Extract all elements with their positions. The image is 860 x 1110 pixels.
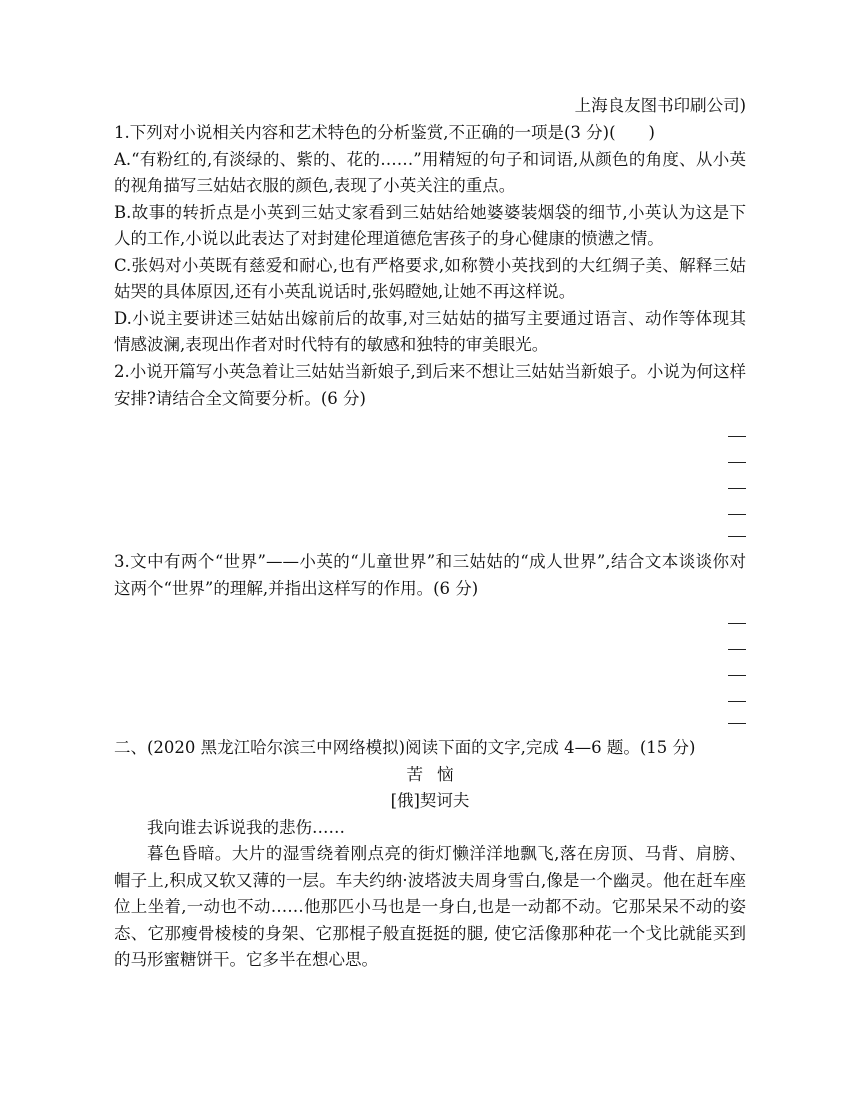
question-3 xyxy=(114,549,746,602)
answer-line xyxy=(114,657,746,683)
passage-title: 苦恼 xyxy=(406,764,468,784)
question-2-answer-lines xyxy=(114,418,746,537)
answer-line xyxy=(114,631,746,657)
section-2-heading: 二、(2020 黑龙江哈尔滨三中网络模拟)阅读下面的文字,完成 4—6 题。(15 分) xyxy=(114,738,696,757)
question-1-stem: 1.下列对小说相关内容和艺术特色的分析鉴赏,不正确的一项是(3 分)( ) xyxy=(114,123,655,142)
answer-line xyxy=(114,444,746,470)
answer-line xyxy=(114,683,746,709)
option-a: A.“有粉红的,有淡绿的、紫的、花的……”用精短的句子和词语,从颜色的角度、从小英的视角描写三姑姑衣服的颜色,表现了小英关注的重点。 xyxy=(114,149,746,195)
question-3-answer-lines xyxy=(114,605,746,724)
answer-line xyxy=(114,709,746,724)
option-d: D.小说主要讲述三姑姑出嫁前后的故事,对三姑姑的描写主要通过语言、动作等体现其情感波澜,表现出作者对时代特有的敏感和独特的审美眼光。 xyxy=(114,308,746,354)
answer-line xyxy=(114,496,746,522)
option-c: C.张妈对小英既有慈爱和耐心,也有严格要求,如称赞小英找到的大红绸子美、解释三姑姑哭的具体原因,还有小英乱说话时,张妈瞪她,让她不再这样说。 xyxy=(114,255,746,301)
answer-line xyxy=(114,470,746,496)
question-3-stem: 3.文中有两个“世界”——小英的“儿童世界”和三姑姑的“成人世界”,结合文本谈谈你对这两个“世界”的理解,并指出这样写的作用。(6 分) xyxy=(114,552,746,598)
answer-line xyxy=(114,418,746,444)
option-b: B.故事的转折点是小英到三姑丈家看到三姑姑给她婆婆装烟袋的细节,小英认为这是下人的工作,小说以此表达了对封建伦理道德危害孩子的身心健康的愤懑之情。 xyxy=(114,202,746,248)
passage-paragraph-1: 我向谁去诉说我的悲伤…… xyxy=(147,817,345,837)
passage-author: [俄]契诃夫 xyxy=(390,791,470,810)
question-2-stem: 2.小说开篇写小英急着让三姑姑当新娘子,到后来不想让三姑姑当新娘子。小说为何这样安排?请结合全文简要分析。(6 分) xyxy=(114,362,746,408)
section-2 xyxy=(114,735,746,974)
answer-line xyxy=(114,605,746,631)
question-1 xyxy=(114,120,746,359)
header-source xyxy=(114,93,746,120)
source-line: 上海良友图书印刷公司) xyxy=(574,96,746,115)
passage-paragraph-2: 暮色昏暗。大片的湿雪绕着刚点亮的街灯懒洋洋地飘飞,落在房顶、马背、肩膀、帽子上,积成又软又薄的一层。车夫约纳·波塔波夫周身雪白,像是一个幽灵。他在赶车座位上坐着,一动也不动……他那匹小马也是一身白,也是一动都不动。它那呆呆不动的姿态、它那瘦骨棱棱的身架、它那棍子般直挺挺的腿, 使它活像那种花一个戈比就能买到的马形蜜糖饼干。它多半在想心思。 xyxy=(114,844,746,969)
answer-line xyxy=(114,522,746,537)
question-2 xyxy=(114,359,746,412)
